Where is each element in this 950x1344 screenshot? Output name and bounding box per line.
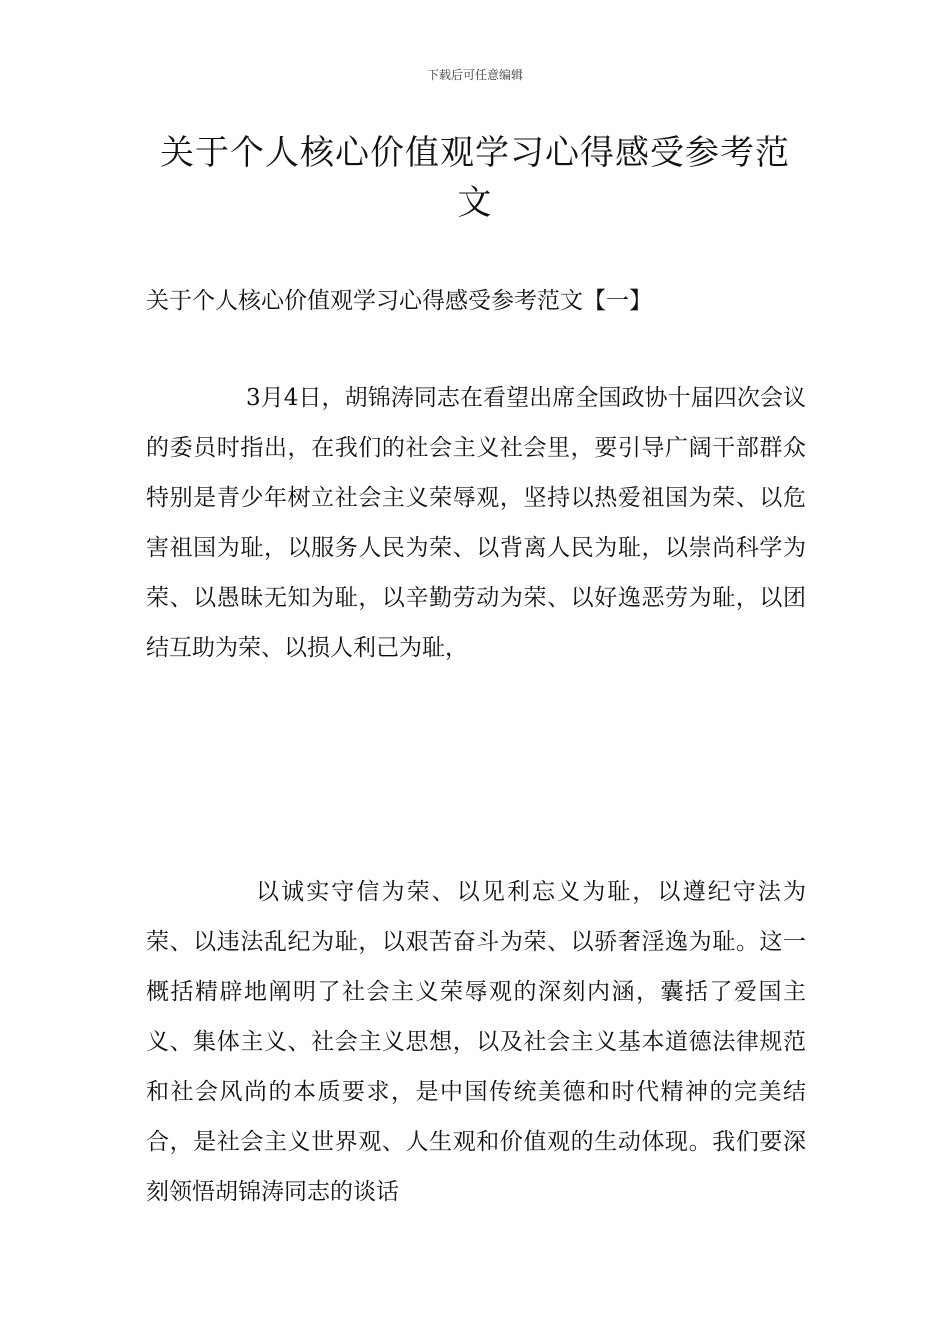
body-paragraph-2: 以诚实守信为荣、以见利忘义为耻，以遵纪守法为荣、以违法乱纪为耻，以艰苦奋斗为荣、以骄奢淫逸为耻。这一概括精辟地阐明了社会主义荣辱观的深刻内涵，囊括了爱国主义、集体主义、社会主义思想，以及社会主义基本道德法律规范和社会风尚的本质要求，是中国传统美德和时代精神的完美结合，是社会主义世界观、人生观和价值观的生动体现。我们要深刻领悟胡锦涛同志的谈话 xyxy=(146,879,806,1205)
section-heading: 关于个人核心价值观学习心得感受参考范文【一】 xyxy=(146,288,652,314)
document-title: 关于个人核心价值观学习心得感受参考范文 xyxy=(160,133,790,223)
header-note: 下载后可任意编辑 xyxy=(426,68,523,82)
body-paragraph-1: 3月4日，胡锦涛同志在看望出席全国政协十届四次会议的委员时指出，在我们的社会主义社会里，要引导广阔干部群众特别是青少年树立社会主义荣辱观，坚持以热爱祖国为荣、以危害祖国为耻，以服务人民为荣、以背离人民为耻，以崇尚科学为荣、以愚昧无知为耻，以辛勤劳动为荣、以好逸恶劳为耻，以团结互助为荣、以损人利己为耻， xyxy=(146,385,806,661)
